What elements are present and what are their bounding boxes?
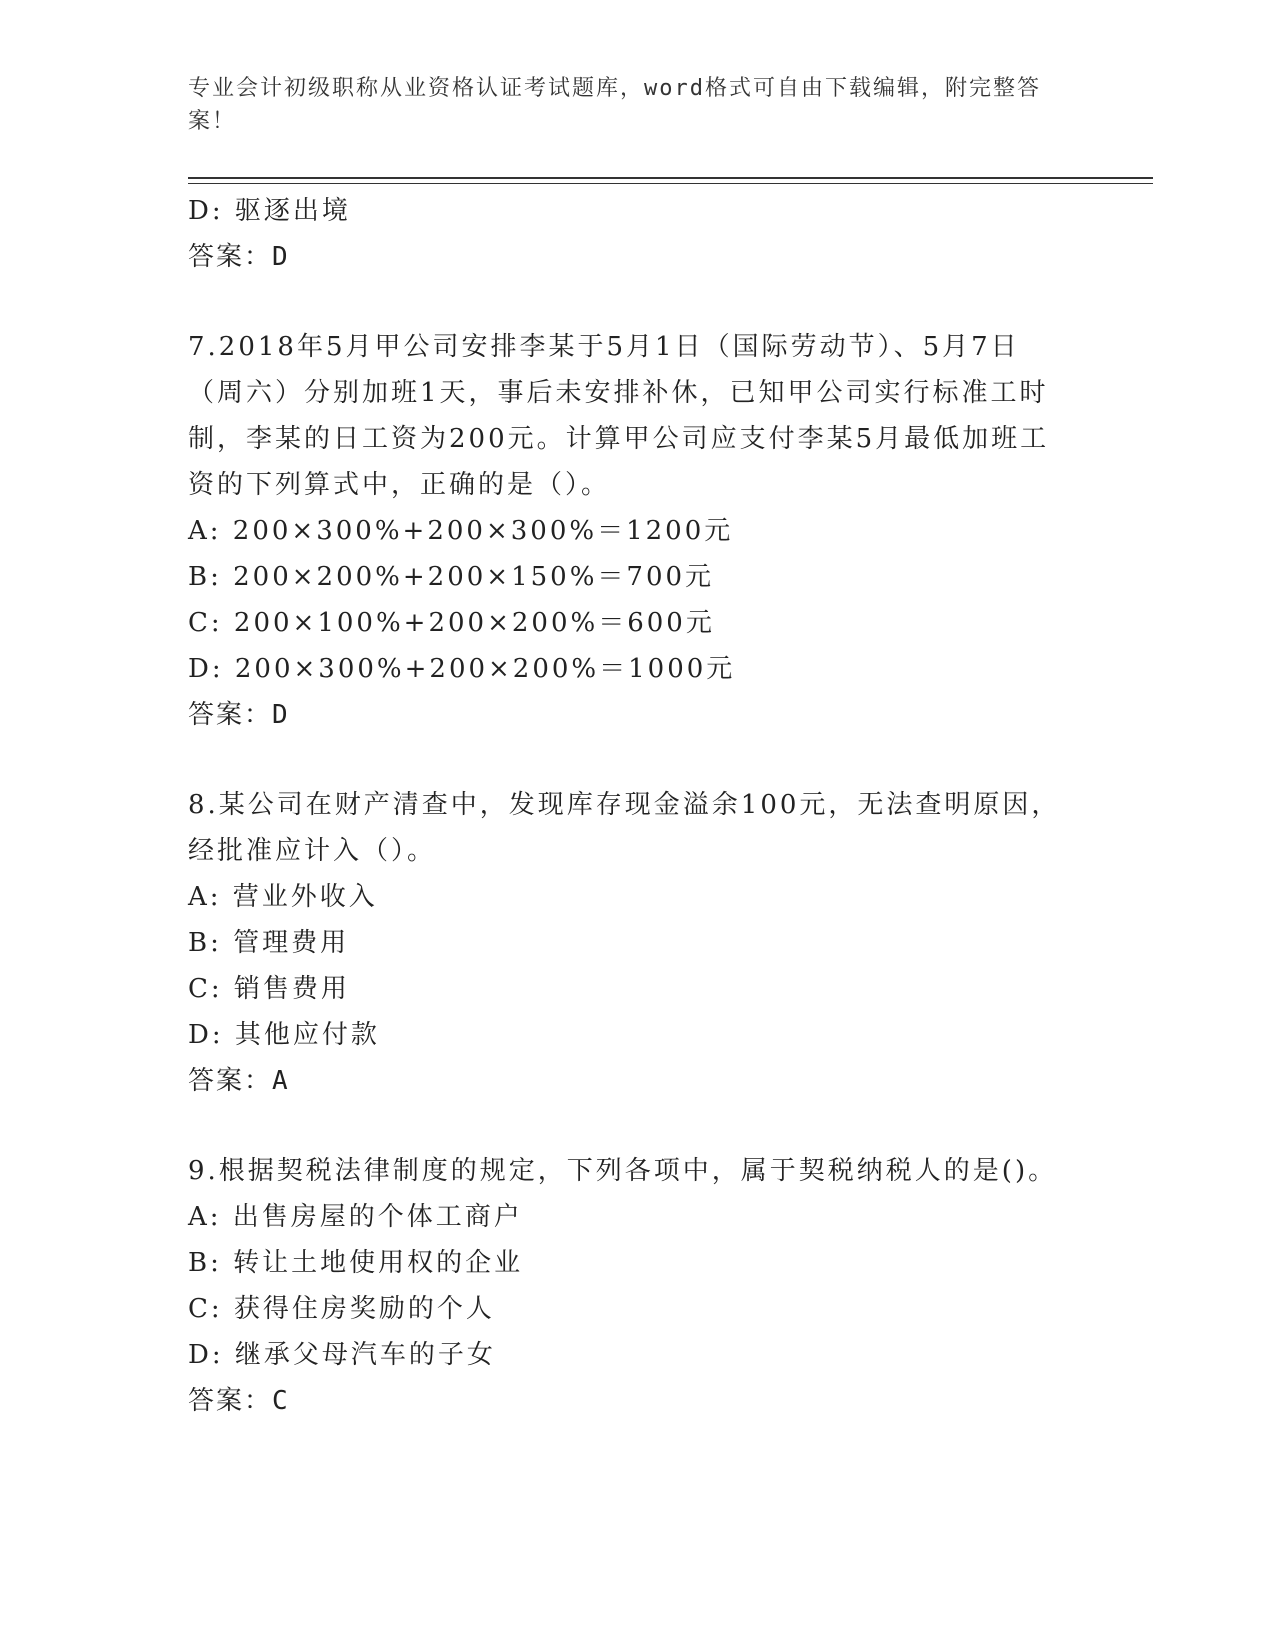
question-6-tail <box>188 188 1068 280</box>
answer-line: 答案：D <box>188 700 290 730</box>
header-line-1: 专业会计初级职称从业资格认证考试题库，word格式可自由下载编辑，附完整答 <box>188 76 1041 101</box>
question-stem <box>188 324 1068 508</box>
stem-line: 经批准应计入（）。 <box>188 836 437 866</box>
answer-line: 答案：D <box>188 242 290 272</box>
option-d: D: 200×300%+200×200%＝1000元 <box>188 654 736 684</box>
question-stem <box>188 782 1068 874</box>
spacer <box>188 1104 1068 1148</box>
option-d: D: 其他应付款 <box>188 1020 380 1050</box>
option-b: B: 转让土地使用权的企业 <box>188 1248 524 1278</box>
question-7 <box>188 324 1068 738</box>
stem-line: 8.某公司在财产清查中，发现库存现金溢余100元，无法查明原因， <box>188 790 1061 820</box>
stem-line: 制，李某的日工资为200元。计算甲公司应支付李某5月最低加班工 <box>188 424 1050 454</box>
stem-line: 资的下列算式中，正确的是（）。 <box>188 470 611 500</box>
question-9 <box>188 1148 1068 1424</box>
option-d: D: 驱逐出境 <box>188 196 351 226</box>
spacer <box>188 280 1068 324</box>
question-stem <box>188 1148 1068 1194</box>
option-b: B: 管理费用 <box>188 928 350 958</box>
spacer <box>188 738 1068 782</box>
option-b: B: 200×200%+200×150%＝700元 <box>188 562 715 592</box>
header-rule-thin <box>188 183 1153 184</box>
option-c: C: 销售费用 <box>188 974 350 1004</box>
stem-line: 7.2018年5月甲公司安排李某于5月1日（国际劳动节）、5月7日 <box>188 332 1020 362</box>
header-line-2: 案！ <box>188 109 237 134</box>
option-a: A: 200×300%+200×300%＝1200元 <box>188 516 734 546</box>
option-c: C: 200×100%+200×200%＝600元 <box>188 608 715 638</box>
option-a: A: 出售房屋的个体工商户 <box>188 1202 523 1232</box>
stem-line: 9.根据契税法律制度的规定，下列各项中，属于契税纳税人的是()。 <box>188 1156 1058 1186</box>
answer-line: 答案：C <box>188 1386 290 1416</box>
header-rule-thick <box>188 177 1153 179</box>
question-8 <box>188 782 1068 1104</box>
option-d: D: 继承父母汽车的子女 <box>188 1340 496 1370</box>
option-a: A: 营业外收入 <box>188 882 378 912</box>
page-header <box>188 72 1068 138</box>
question-content <box>188 188 1068 1424</box>
option-c: C: 获得住房奖励的个人 <box>188 1294 495 1324</box>
answer-line: 答案：A <box>188 1066 290 1096</box>
stem-line: （周六）分别加班1天，事后未安排补休，已知甲公司实行标准工时 <box>188 378 1049 408</box>
